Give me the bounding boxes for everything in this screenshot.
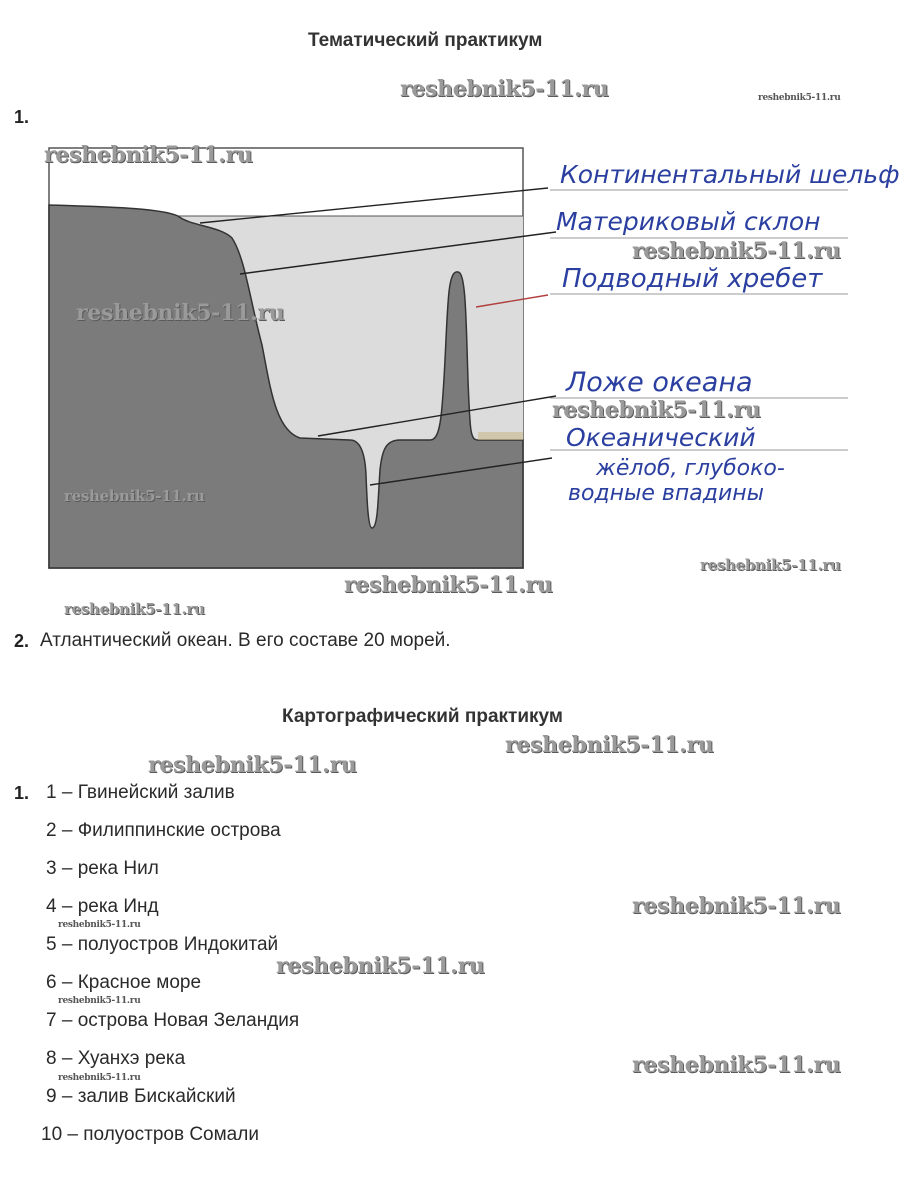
list-item: 9 – залив Бискайский — [46, 1086, 236, 1107]
thematic-task1-number: 1. — [14, 107, 30, 127]
watermark: reshebnik5-11.ru — [344, 572, 553, 598]
watermark: reshebnik5-11.ru — [44, 142, 253, 168]
watermark: reshebnik5-11.ru — [400, 76, 609, 102]
watermark: reshebnik5-11.ru — [552, 397, 761, 423]
list-item: 5 – полуостров Индокитай — [46, 934, 279, 955]
label-continental-slope: Материковый склон — [556, 207, 821, 236]
list-item: 4 – река Инд — [46, 896, 159, 917]
thematic-task2-text: Атлантический океан. В его составе 20 морей. — [40, 630, 451, 651]
watermark: reshebnik5-11.ru — [58, 920, 141, 930]
list-item: 1 – Гвинейский залив — [46, 782, 235, 803]
watermark: reshebnik5-11.ru — [505, 732, 714, 758]
label-trench-3: водные впадины — [568, 481, 765, 506]
list-item: 7 – острова Новая Зеландия — [46, 1010, 300, 1031]
list-item: 8 – Хуанхэ река — [46, 1048, 186, 1069]
watermark: reshebnik5-11.ru — [632, 238, 841, 264]
list-item: 10 – полуостров Сомали — [41, 1124, 259, 1145]
thematic-title: Тематический практикум — [308, 30, 543, 51]
watermark: reshebnik5-11.ru — [64, 487, 205, 505]
sediment-patch — [478, 432, 523, 440]
label-trench-1: Океанический — [566, 423, 756, 452]
list-item: 6 – Красное море — [46, 972, 202, 993]
thematic-task2-number: 2. — [14, 631, 30, 651]
watermark: reshebnik5-11.ru — [148, 752, 357, 778]
watermark: reshebnik5-11.ru — [758, 93, 841, 103]
cartographic-title: Картографический практикум — [282, 706, 563, 727]
watermark: reshebnik5-11.ru — [64, 600, 205, 618]
list-item: 3 – река Нил — [46, 858, 159, 879]
label-trench-2: жёлоб, глубоко- — [596, 456, 785, 481]
label-continental-shelf: Континентальный шельф — [560, 160, 900, 189]
watermark: reshebnik5-11.ru — [632, 893, 841, 919]
watermark: reshebnik5-11.ru — [58, 1073, 141, 1083]
cartographic-task1-number: 1. — [14, 783, 30, 803]
watermark: reshebnik5-11.ru — [58, 996, 141, 1006]
watermark: reshebnik5-11.ru — [632, 1052, 841, 1078]
list-item: 2 – Филиппинские острова — [46, 820, 281, 841]
label-ridge: Подводный хребет — [562, 264, 823, 294]
watermark: reshebnik5-11.ru — [700, 556, 841, 574]
watermark: reshebnik5-11.ru — [76, 300, 285, 326]
label-ocean-floor: Ложе океана — [566, 367, 753, 398]
watermark: reshebnik5-11.ru — [276, 953, 485, 979]
